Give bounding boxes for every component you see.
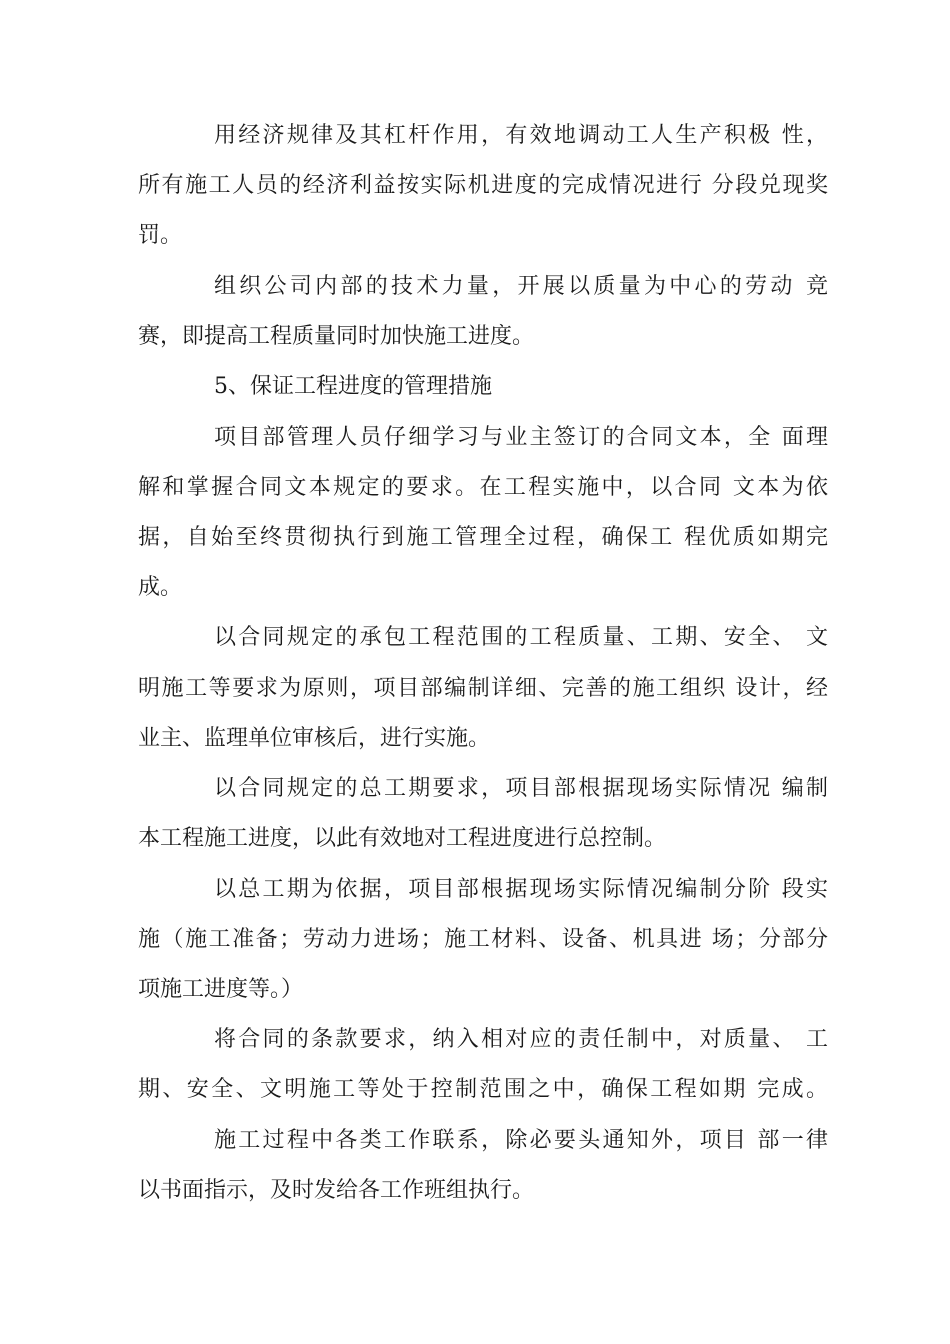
paragraph-line: 施（施工准备；劳动力进场；施工材料、设备、机具进 场；分部分: [138, 927, 828, 952]
paragraph-line: 解和掌握合同文本规定的要求。在工程实施中，以合同 文本为依: [138, 475, 828, 500]
paragraph-line: 据，自始至终贯彻执行到施工管理全过程，确保工 程优质如期完: [138, 525, 828, 550]
paragraph-line: 赛，即提高工程质量同时加快施工进度。: [138, 324, 535, 349]
paragraph-line: 项目部管理人员仔细学习与业主签订的合同文本，全 面理: [214, 425, 828, 450]
paragraph-line: 业主、监理单位审核后，进行实施。: [138, 726, 491, 751]
paragraph-line: 所有施工人员的经济利益按实际机进度的完成情况进行 分段兑现奖: [138, 173, 828, 198]
paragraph-line: 本工程施工进度，以此有效地对工程进度进行总控制。: [138, 826, 667, 851]
paragraph-line: 明施工等要求为原则，项目部编制详细、完善的施工组织 设计，经: [138, 676, 828, 701]
paragraph-line: 以书面指示，及时发给各工作班组执行。: [138, 1178, 535, 1203]
paragraph-line: 罚。: [138, 223, 183, 248]
paragraph-line: 组织公司内部的技术力量，开展以质量为中心的劳动 竞: [214, 274, 828, 299]
section-heading: 5、保证工程进度的管理措施: [214, 374, 492, 399]
paragraph-line: 期、安全、文明施工等处于控制范围之中，确保工程如期 完成。: [138, 1077, 828, 1102]
paragraph-line: 用经济规律及其杠杆作用，有效地调动工人生产积极 性，: [214, 123, 828, 148]
paragraph-line: 项施工进度等。）: [138, 977, 304, 1002]
paragraph-line: 成。: [138, 575, 183, 600]
paragraph-line: 将合同的条款要求，纳入相对应的责任制中，对质量、 工: [214, 1027, 828, 1052]
paragraph-line: 以合同规定的总工期要求，项目部根据现场实际情况 编制: [214, 776, 828, 801]
paragraph-line: 以合同规定的承包工程范围的工程质量、工期、安全、 文: [214, 625, 828, 650]
paragraph-line: 以总工期为依据，项目部根据现场实际情况编制分阶 段实: [214, 877, 828, 902]
paragraph-line: 施工过程中各类工作联系，除必要头通知外，项目 部一律: [214, 1128, 828, 1153]
